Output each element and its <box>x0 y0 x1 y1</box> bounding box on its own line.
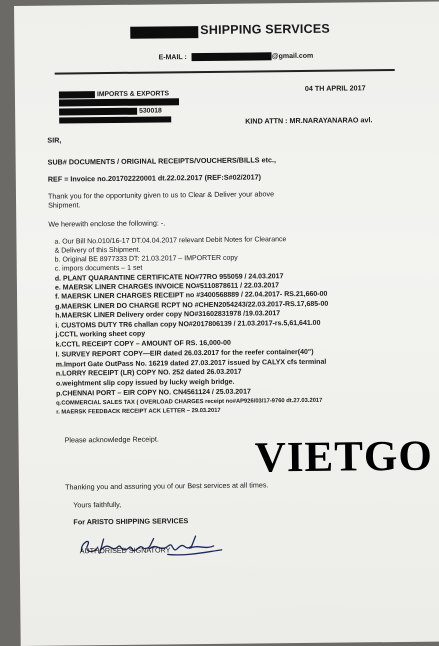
list-item: i. CUSTOMS DUTY TR6 challan copy NO#2017806139 / 21.03.2017-rs.5,61,641.00 <box>55 319 321 330</box>
letterhead <box>130 22 330 39</box>
addressee-pincode: 530018 <box>139 107 162 115</box>
letterhead-title: SHIPPING SERVICES <box>200 21 330 38</box>
list-item: d. PLANT QUARANTINE CERTIFICATE NO#77RO 955059 / 24.03.2017 <box>54 273 284 283</box>
list-item: e. MAERSK LINER CHARGES INVOICE NO#5110878611 / 22.03.2017 <box>54 282 280 292</box>
email-domain: @gmail.com <box>271 52 314 61</box>
list-item: f. MAERSK LINER CHARGES RECEIPT no #3400568889 / 22.04.2017- RS.21,660-00 <box>55 290 328 301</box>
signatory-title: AUTHORISED SIGNATORY <box>79 545 171 556</box>
thanks-line: Thanking you and assuring you of our Best services at all times. <box>64 480 269 492</box>
kind-attention: KIND ATTN : MR.NARAYANARAO avl. <box>245 115 373 126</box>
list-item: m.Import Gate OutPass No. 16219 dated 27.03.2017 issued by CALYX cfs terminal <box>55 358 327 369</box>
list-item: b. Original BE 8977333 DT: 21.03.2017 – IMPORTER copy <box>54 254 238 264</box>
list-item: p.CHENNAI PORT – EIR COPY NO. CN4561124 / 25.03.2017 <box>56 388 251 398</box>
list-item: j.CCTL working sheet copy <box>55 330 146 339</box>
list-item: & Delivery of this Shipment. <box>54 246 141 255</box>
list-item: o.weightment slip copy issued by lucky weigh bridge. <box>55 378 235 388</box>
addressee-business: IMPORTS & EXPORTS <box>96 90 170 99</box>
list-item: g.MAERSK LINER DO CHARGE RCPT NO #CHEN2054243/22.03.2017-RS.17,685-00 <box>55 300 329 311</box>
reference-line: REF = Invoice no.201702220001 dt.22.02.2017 (REF:S#02/2017) <box>47 172 262 184</box>
acknowledge-line: Please acknowledge Receipt. <box>64 434 159 445</box>
redacted-address-line-3 <box>59 114 171 124</box>
intro-line-1: Thank you for the opportunity given to us to Clear & Deliver your above <box>47 189 275 201</box>
email-line <box>159 52 314 62</box>
list-item: l. SURVEY REPORT COPY—EIR dated 26.03.2017 for the reefer container(40") <box>55 348 314 359</box>
watermark: VIETGO <box>254 432 434 482</box>
intro-line-2: Shipment. <box>48 200 81 210</box>
list-item: c. impors documents – 1 set <box>54 264 143 273</box>
list-item: n.LORRY RECEIPT (LR) COPY NO. 252 dated 26.03.2017 <box>55 368 242 378</box>
list-item: r. MAERSK FEEDBACK RECEIPT ACK LETTER – 29.03.2017 <box>56 407 221 416</box>
email-label: E-MAIL : <box>158 54 187 62</box>
list-item: q.COMMERCIAL SALES TAX ( OVERLOAD CHARGES receipt no#AP926/03/17-9760 dt.27.03.2017 <box>56 397 323 407</box>
header-rule <box>55 69 395 74</box>
list-item: h.MAERSK LINER Delivery order copy NO#31602831978 /19.03.2017 <box>55 310 281 320</box>
company-signoff: For ARISTO SHIPPING SERVICES <box>73 516 189 527</box>
redacted-company-name <box>130 26 198 39</box>
list-item: a. Our Bill No.010/16-17 DT.04.04.2017 relevant Debit Notes for Clearance <box>54 236 287 246</box>
redacted-address-3 <box>59 116 171 123</box>
subject-line: SUB# DOCUMENTS / ORIGINAL RECEIPTS/VOUCHERS/BILLS etc., <box>47 155 276 167</box>
redacted-email-user <box>192 52 272 61</box>
salutation: SIR, <box>47 135 62 145</box>
letter-date: 04 TH APRIL 2017 <box>304 83 366 93</box>
letter-sheet <box>14 2 439 646</box>
closing-line: Yours faithfully, <box>73 499 122 510</box>
list-item: k.CCTL RECEIPT COPY – AMOUNT OF RS. 16,000-00 <box>55 339 231 349</box>
enclosure-intro: We herewith enclose the following: -. <box>48 218 166 229</box>
